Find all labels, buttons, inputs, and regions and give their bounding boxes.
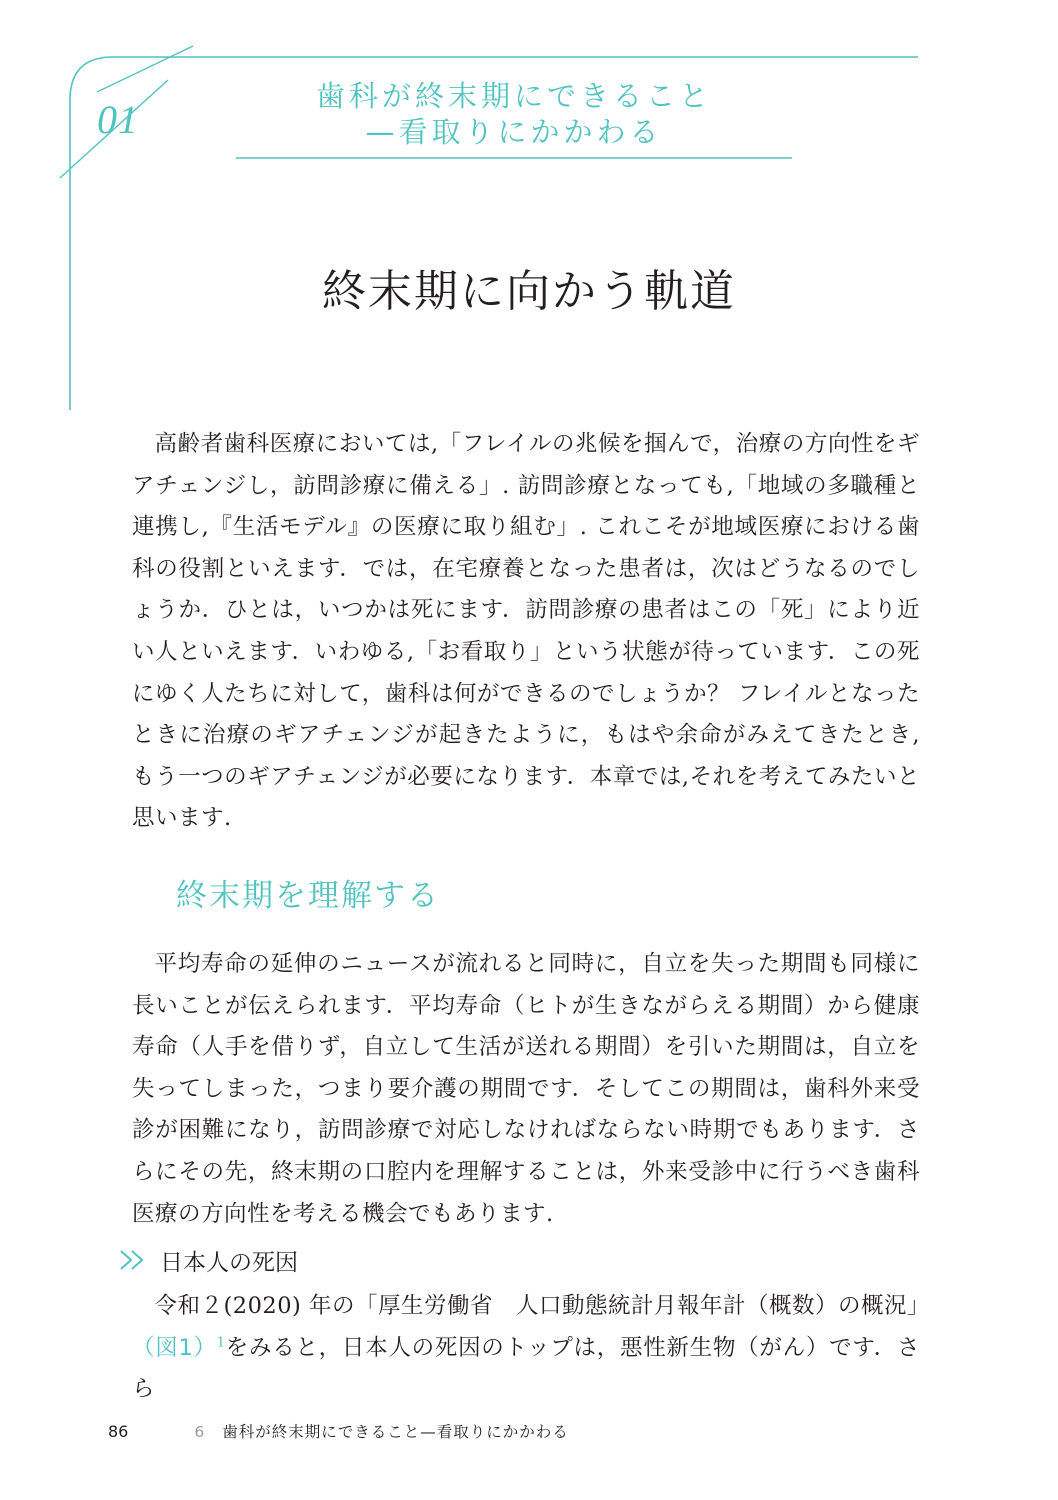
chapter-title-line2: —看取りにかかわる — [365, 115, 663, 149]
footer-chapter-number: 6 — [194, 1423, 205, 1441]
section-title: 終末期に向かう軌道 — [322, 266, 736, 317]
chapter-number: 01 — [97, 97, 139, 142]
double-chevron-right-icon — [118, 1248, 152, 1272]
figure-reference-link[interactable]: （図1） — [132, 1334, 217, 1361]
page-footer — [108, 1420, 569, 1442]
citation-superscript[interactable]: 1 — [216, 1335, 226, 1351]
minor-heading — [118, 1242, 298, 1278]
paragraph-terminal-phase: 平均寿命の延伸のニュースが流れると同時に，自立を失った期間も同様に長いことが伝えられます．平均寿命（ヒトが生きながらえる期間）から健康寿命（人手を借りず，自立して生活が送れる期間）を引いた期間は，自立を失ってしまった，つまり要介護の期間です．そしてこの期間は，歯科外来受診が困難になり，訪問診療で対応しなければならない時期でもあります．さらにその先，終末期の口腔内を理解することは，外来受診中に行うべき歯科医療の方向性を考える機会でもあります. — [132, 951, 920, 1227]
chapter-title-line1: 歯科が終末期にできること — [315, 79, 712, 113]
minor-heading-text: 日本人の死因 — [160, 1249, 298, 1276]
subheading: 終末期を理解する — [176, 878, 440, 914]
paragraph-text-continued: をみると，日本人の死因のトップは，悪性新生物（がん）です．さら — [132, 1334, 920, 1403]
paragraph-intro: 高齢者歯科医療においては,「フレイルの兆候を掴んで，治療の方向性をギアチェンジし，訪問診療に備える」. 訪問診療となっても,「地域の多職種と連携し,『生活モデル』の医療に取り組む」. これこそが地域医療における歯科の役割といえます．では，在宅療養となった患者は，次はどうなるのでしょうか．ひとは，いつかは死にます．訪問診療の患者はこの「死」により近い人といえます．いわゆる,「お看取り」という状態が待っています．この死にゆく人たちに対して，歯科は何ができるのでしょうか？ フレイルとなったときに治療のギアチェンジが起きたように，もはや余命がみえてきたとき,もう一つのギアチェンジが必要になります．本章では,それを考えてみたいと思います. — [132, 431, 920, 832]
footer-chapter-title: 歯科が終末期にできること—看取りにかかわる — [222, 1423, 569, 1441]
page-number: 86 — [108, 1422, 129, 1441]
chapter-title — [236, 78, 792, 150]
slash-line-top — [97, 46, 193, 92]
paragraph-text: 令和２(2020) 年の「厚生労働省 人口動態統計月報年計（概数）の概況」 — [154, 1293, 930, 1319]
paragraph-causes-of-death — [132, 1286, 930, 1411]
